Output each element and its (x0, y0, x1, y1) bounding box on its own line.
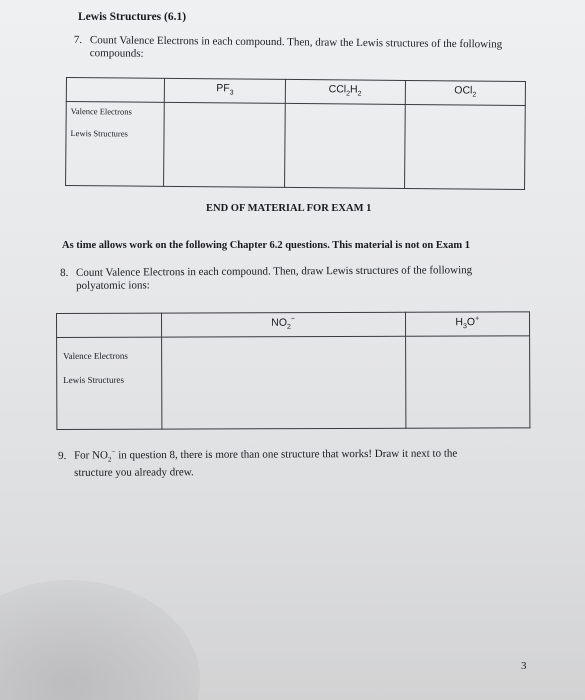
question-9-line2: structure you already drew. (74, 466, 194, 479)
table1-row-labels (66, 102, 165, 187)
page-title: Lewis Structures (6.1) (78, 11, 187, 23)
question-9-post: in question 8, there is more than one structure that works! Draw it next to the (115, 447, 458, 462)
question-9-sup: − (111, 447, 116, 456)
table1-header-pf3: $PF_3$ (165, 78, 285, 103)
question-7-line2: compounds: (89, 47, 144, 60)
table2-label-valence: Valence Electrons (63, 350, 128, 361)
valence-table-1 (65, 77, 526, 190)
question-9-number: 9. (58, 449, 67, 462)
table1-answer-ocl2[interactable] (404, 104, 525, 189)
table2-header-no2: $NO_2^-$ (161, 312, 405, 337)
table1-header-ccl2h2: $CCl_2H_2$ (285, 79, 405, 104)
question-8 (60, 264, 530, 293)
table2-answer-h3o[interactable] (405, 336, 530, 428)
table2-corner-cell (57, 313, 162, 337)
table2-row-labels (57, 337, 162, 429)
valence-table-2 (56, 311, 530, 430)
question-9-sub: 2 (107, 455, 112, 464)
table2-answer-no2[interactable] (161, 336, 405, 429)
question-9-pre: For NO (74, 449, 109, 462)
as-time-allows-note: As time allows work on the following Chapter 6.2 questions. This material is not on Exam 1 (62, 240, 470, 251)
question-7 (74, 34, 544, 65)
table2-header-h3o: $H_3O^+$ (405, 312, 530, 336)
question-8-number: 8. (60, 266, 69, 279)
question-8-line2: polyatomic ions: (76, 279, 150, 292)
table1-label-valence: Valence Electrons (70, 106, 132, 117)
table1-corner-cell (66, 78, 165, 103)
page-number: 3 (521, 660, 527, 672)
table1-answer-pf3[interactable] (164, 102, 285, 187)
question-8-line1: Count Valence Electrons in each compound. Then, draw Lewis structures of the following (75, 264, 473, 279)
table1-label-lewis: Lewis Structures (70, 128, 128, 139)
table1-answer-ccl2h2[interactable] (284, 103, 405, 188)
question-7-number: 7. (73, 34, 83, 47)
table1-header-ocl2: OCl$_2$ (405, 80, 525, 105)
end-of-material-heading: END OF MATERIAL FOR EXAM 1 (206, 203, 372, 214)
question-9 (58, 444, 508, 480)
question-7-line1: Count Valence Electrons in each compound. Then, draw the Lewis structures of the following (89, 34, 503, 51)
table2-label-lewis: Lewis Structures (63, 374, 125, 385)
